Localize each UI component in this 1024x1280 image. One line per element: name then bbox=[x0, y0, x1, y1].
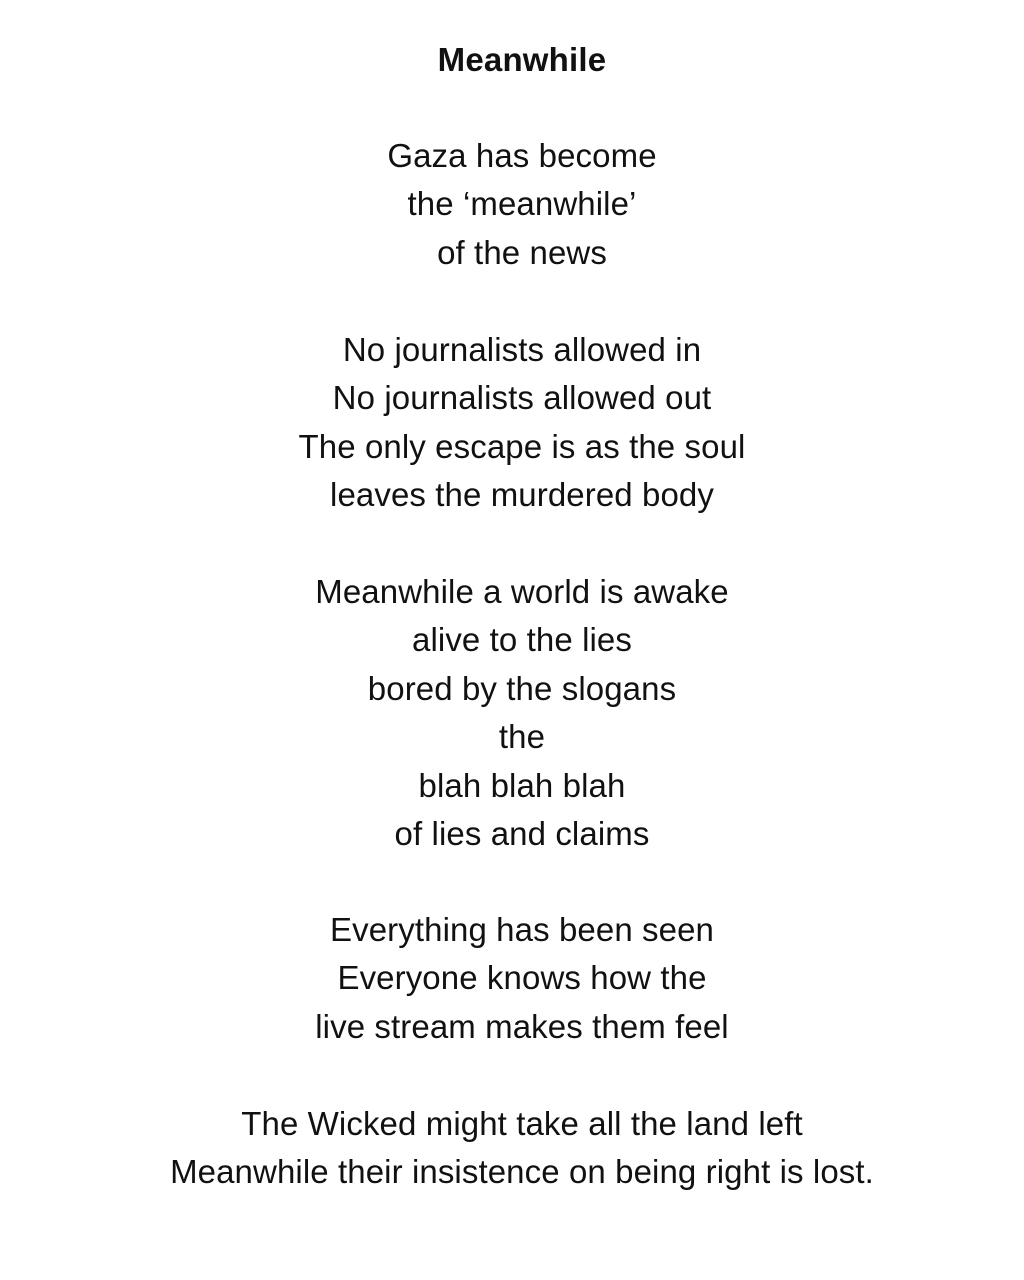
poem-line: Meanwhile their insistence on being right is lost. bbox=[170, 1153, 874, 1191]
poem-line: Gaza has become bbox=[387, 137, 657, 174]
poem-line: the ‘meanwhile’ bbox=[407, 185, 637, 223]
poem-line: live stream makes them feel bbox=[315, 1007, 729, 1045]
poem-line: Everything has been seen bbox=[330, 911, 714, 948]
poem-line: No journalists allowed in bbox=[342, 331, 702, 368]
stanza-4 bbox=[0, 906, 1024, 1051]
poem-line: bored by the slogans bbox=[367, 669, 677, 707]
poem-line: the bbox=[498, 718, 546, 756]
poem-title: Meanwhile bbox=[437, 41, 607, 78]
poem-line: Everyone knows how the bbox=[337, 959, 707, 997]
poem-line: of lies and claims bbox=[394, 814, 650, 852]
stanza-5 bbox=[0, 1100, 1024, 1197]
stanza-3 bbox=[0, 568, 1024, 858]
stanza-2 bbox=[0, 326, 1024, 520]
poem-line: of the news bbox=[437, 233, 607, 271]
poem-line: The only escape is as the soul bbox=[298, 427, 746, 465]
poem-line: alive to the lies bbox=[412, 621, 632, 659]
poem-line: Meanwhile a world is awake bbox=[315, 573, 729, 610]
poem-line: No journalists allowed out bbox=[332, 379, 712, 417]
poem-line: blah blah blah bbox=[418, 766, 626, 804]
stanza-1 bbox=[0, 132, 1024, 277]
poem-line: leaves the murdered body bbox=[330, 476, 714, 514]
poem-line: The Wicked might take all the land left bbox=[241, 1105, 803, 1142]
